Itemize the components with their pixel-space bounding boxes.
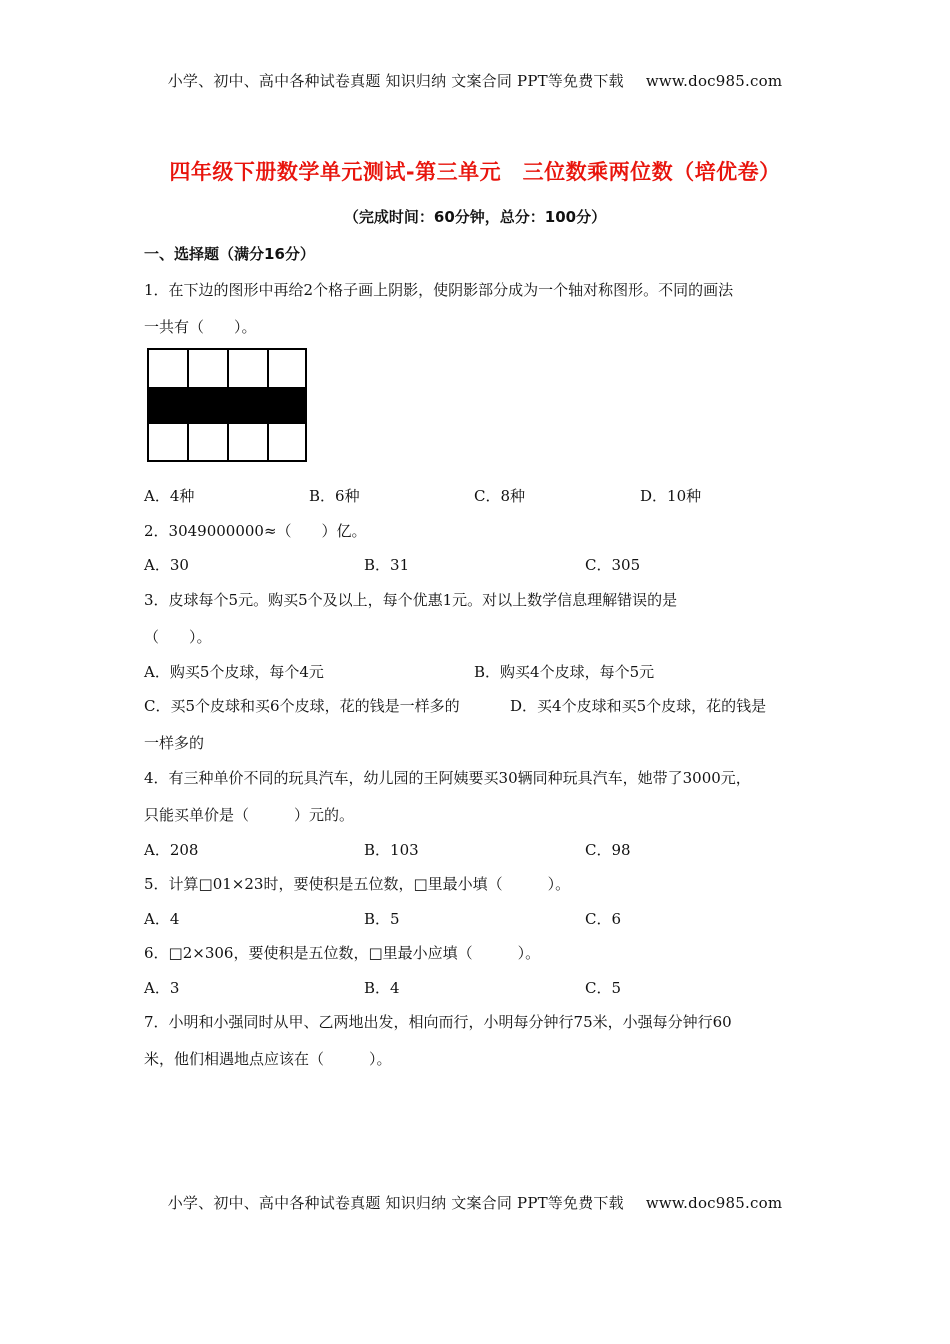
grid-line bbox=[267, 350, 269, 460]
grid-line bbox=[187, 350, 189, 460]
q3-option-d-cont: 一样多的 bbox=[144, 734, 205, 752]
question-6: 6．□2×306，要使积是五位数，□里最小应填（ ）。 bbox=[144, 944, 541, 962]
question-4-line-2: 只能买单价是（ ）元的。 bbox=[144, 806, 355, 824]
footer-site: www.doc985.com bbox=[645, 1194, 783, 1212]
q4-option-b: B．103 bbox=[364, 841, 419, 859]
q5-option-b: B．5 bbox=[364, 910, 400, 928]
page-footer bbox=[0, 1192, 950, 1213]
q5-option-c: C．6 bbox=[585, 910, 622, 928]
section-heading: 一、选择题（满分16分） bbox=[144, 245, 315, 263]
header-text: 小学、初中、高中各种试卷真题 知识归纳 文案合同 PPT等免费下载 bbox=[167, 72, 624, 90]
page-header bbox=[0, 70, 950, 91]
q6-option-a: A．3 bbox=[144, 979, 180, 997]
q4-option-a: A．208 bbox=[144, 841, 199, 859]
question-7-line-2: 米，他们相遇地点应该在（ ）。 bbox=[144, 1050, 392, 1068]
question-1-line-2: 一共有（ ）。 bbox=[144, 318, 257, 336]
page-title: 四年级下册数学单元测试-第三单元 三位数乘两位数（培优卷） bbox=[169, 160, 781, 184]
q3-option-d: D．买4个皮球和买5个皮球，花的钱是 bbox=[510, 697, 767, 715]
q1-option-d: D．10种 bbox=[640, 487, 702, 505]
q3-option-a: A．购买5个皮球，每个4元 bbox=[144, 663, 324, 681]
question-5: 5．计算□01×23时，要使积是五位数，□里最小填（ ）。 bbox=[144, 875, 571, 893]
q6-option-b: B．4 bbox=[364, 979, 400, 997]
question-1-line-1: 1．在下边的图形中再给2个格子画上阴影，使阴影部分成为一个轴对称图形。不同的画法 bbox=[144, 281, 734, 299]
page-subtitle: （完成时间：60分钟，总分：100分） bbox=[343, 208, 607, 226]
q6-option-c: C．5 bbox=[585, 979, 622, 997]
q4-option-c: C．98 bbox=[585, 841, 631, 859]
question-4-line-1: 4．有三种单价不同的玩具汽车，幼儿园的王阿姨要买30辆同种玩具汽车，她带了3000元， bbox=[144, 769, 751, 787]
q3-option-c: C．买5个皮球和买6个皮球，花的钱是一样多的 bbox=[144, 697, 460, 715]
question-3-line-2: （ ）。 bbox=[144, 628, 212, 646]
q3-option-b: B．购买4个皮球，每个5元 bbox=[474, 663, 655, 681]
q2-option-b: B．31 bbox=[364, 556, 410, 574]
question-7-line-1: 7．小明和小强同时从甲、乙两地出发，相向而行，小明每分钟行75米，小强每分钟行60 bbox=[144, 1013, 732, 1031]
header-site: www.doc985.com bbox=[645, 72, 783, 90]
question-2: 2．3049000000≈（ ）亿。 bbox=[144, 522, 367, 540]
grid-figure bbox=[147, 348, 307, 462]
q2-option-a: A．30 bbox=[144, 556, 189, 574]
q1-option-b: B．6种 bbox=[309, 487, 360, 505]
q1-option-a: A．4种 bbox=[144, 487, 195, 505]
q5-option-a: A．4 bbox=[144, 910, 180, 928]
q1-option-c: C．8种 bbox=[474, 487, 526, 505]
question-3-line-1: 3．皮球每个5元。购买5个及以上，每个优惠1元。对以上数学信息理解错误的是 bbox=[144, 591, 678, 609]
footer-text: 小学、初中、高中各种试卷真题 知识归纳 文案合同 PPT等免费下载 bbox=[167, 1194, 624, 1212]
q2-option-c: C．305 bbox=[585, 556, 641, 574]
grid-line bbox=[227, 350, 229, 460]
